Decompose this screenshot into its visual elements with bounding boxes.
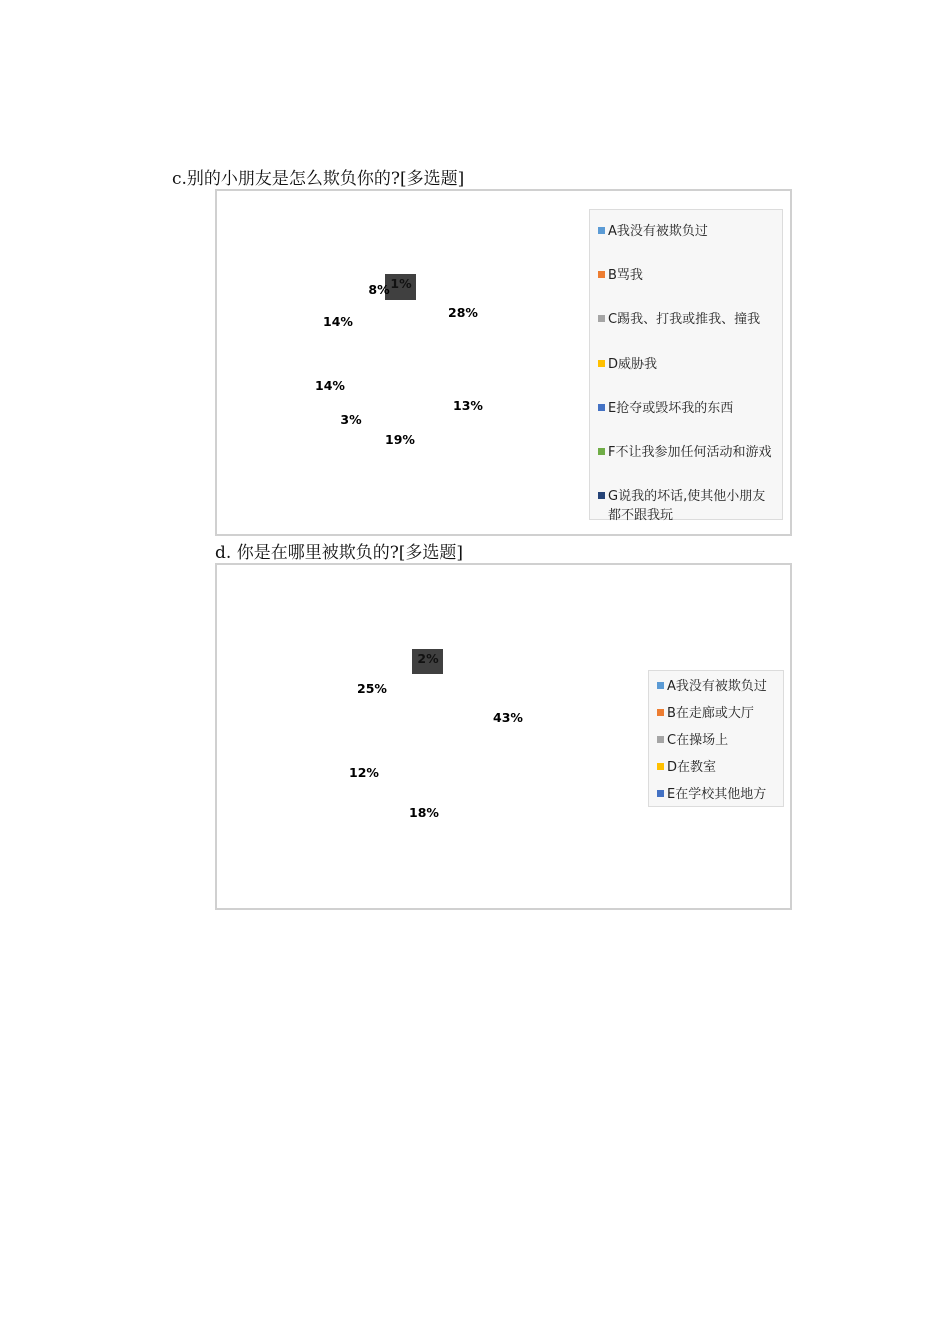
chart-d-legend-label-3: D在教室 bbox=[667, 760, 717, 775]
chart-c-legend-swatch-3 bbox=[598, 360, 605, 367]
chart-d-data-label-0: 2% bbox=[417, 651, 439, 666]
chart-d-legend-swatch-2 bbox=[657, 736, 664, 743]
chart-c-data-label-2: 13% bbox=[453, 398, 483, 413]
chart-d-legend-label-2: C在操场上 bbox=[667, 733, 729, 748]
chart-c-legend-label-2: C踢我、打我或推我、撞我 bbox=[608, 312, 761, 327]
chart-d-data-label-3: 12% bbox=[349, 765, 379, 780]
chart-d-data-label-1: 43% bbox=[493, 710, 523, 725]
chart-d-legend bbox=[648, 670, 784, 807]
chart-d-legend-item-0 bbox=[657, 677, 777, 696]
chart-c-legend-swatch-2 bbox=[598, 315, 605, 322]
chart-c-data-label-5: 14% bbox=[315, 378, 345, 393]
chart-c-legend-swatch-0 bbox=[598, 227, 605, 234]
chart-d-legend-item-2 bbox=[657, 731, 777, 750]
chart-c-frame bbox=[215, 189, 792, 536]
chart-c-data-label-3: 19% bbox=[385, 432, 415, 447]
chart-d-legend-label-1: B在走廊或大厅 bbox=[667, 706, 754, 721]
chart-c-legend-item-4 bbox=[598, 399, 776, 418]
chart-c-legend-swatch-1 bbox=[598, 271, 605, 278]
chart-c-legend-swatch-6 bbox=[598, 492, 605, 499]
chart-d-legend-label-4: E在学校其他地方 bbox=[667, 787, 767, 802]
chart-c-legend-label-3: D威胁我 bbox=[608, 357, 658, 372]
chart-c-legend-swatch-4 bbox=[598, 404, 605, 411]
question-d-title: d. 你是在哪里被欺负的?[多选题] bbox=[215, 543, 464, 563]
question-c-title: c.别的小朋友是怎么欺负你的?[多选题] bbox=[172, 169, 465, 189]
chart-c-legend bbox=[589, 209, 783, 523]
chart-c-data-label-4: 3% bbox=[340, 412, 362, 427]
chart-d-legend-label-0: A我没有被欺负过 bbox=[667, 679, 767, 694]
chart-d-data-label-4: 25% bbox=[357, 681, 387, 696]
chart-c-legend-item-5 bbox=[598, 443, 776, 462]
chart-c-legend-item-2 bbox=[598, 310, 776, 329]
chart-c-legend-item-1 bbox=[598, 266, 776, 285]
chart-c-legend-label-6: G说我的坏话,使其他小朋友都不跟我玩 bbox=[608, 489, 766, 523]
chart-c-legend-label-0: A我没有被欺负过 bbox=[608, 224, 708, 239]
chart-d-legend-swatch-3 bbox=[657, 763, 664, 770]
chart-c-legend-label-4: E抢夺或毁坏我的东西 bbox=[608, 401, 734, 416]
chart-d-data-label-2: 18% bbox=[409, 805, 439, 820]
chart-c-legend-item-0 bbox=[598, 222, 776, 241]
chart-c-legend-item-6 bbox=[598, 487, 776, 525]
chart-c-legend-item-3 bbox=[598, 355, 776, 374]
chart-c-data-label-1: 28% bbox=[448, 305, 478, 320]
chart-d-legend-item-4 bbox=[657, 785, 777, 804]
chart-c-legend-label-1: B骂我 bbox=[608, 268, 643, 283]
chart-c-legend-swatch-5 bbox=[598, 448, 605, 455]
chart-d-legend-swatch-4 bbox=[657, 790, 664, 797]
chart-d-legend-swatch-0 bbox=[657, 682, 664, 689]
chart-d-legend-item-3 bbox=[657, 758, 777, 777]
chart-c-data-label-6: 14% bbox=[323, 314, 353, 329]
chart-d-legend-swatch-1 bbox=[657, 709, 664, 716]
chart-d-frame bbox=[215, 563, 792, 910]
chart-c-data-label-0: 1% bbox=[390, 276, 412, 291]
chart-d-legend-item-1 bbox=[657, 704, 777, 723]
chart-c-legend-label-5: F不让我参加任何活动和游戏 bbox=[608, 445, 772, 460]
chart-c-extra-label-0: 8% bbox=[368, 282, 390, 297]
